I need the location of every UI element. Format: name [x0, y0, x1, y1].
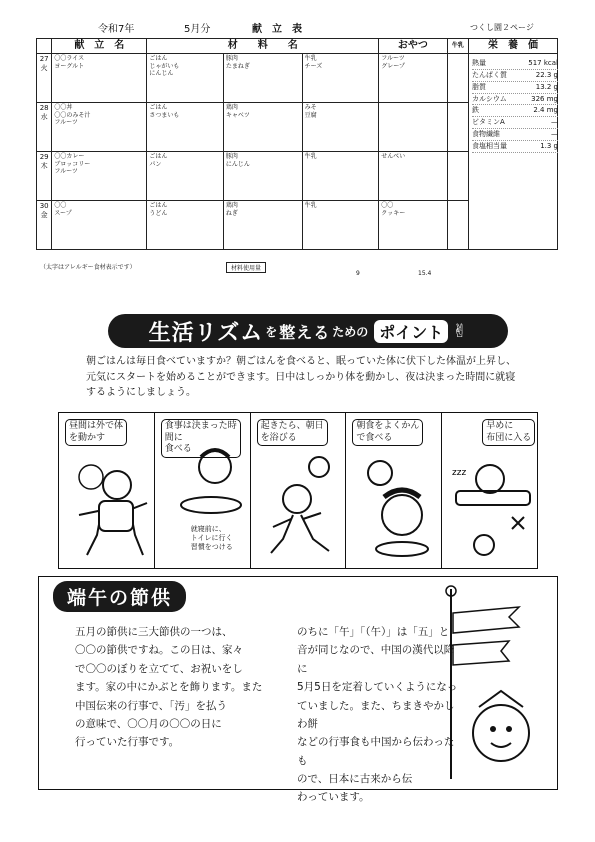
snack-cell: フルーツ グレープ: [381, 55, 405, 70]
season-text-col1: 五月の節供に三大節供の一つは、 〇〇の節供ですね。この日は、家々 で〇〇のぼりを立てて、お祝いをし ます。家の中にかぶとを飾ります。また 中国伝来の行事で、「汚」を払う の意味で、〇〇月の〇〇の日に 行っていた行事です。: [75, 626, 263, 749]
svg-text:zzz: zzz: [452, 468, 467, 478]
points-panels: [58, 412, 538, 569]
rhythm-banner: [108, 314, 508, 348]
point-caption: 昼間は外で体 を動かす: [65, 419, 127, 446]
col-nutrition: 栄 養 価: [469, 39, 558, 54]
nutrition-row: たんぱく質 22.3 g: [472, 70, 558, 82]
ingredient-cell: 牛乳: [304, 202, 317, 209]
banner-text: を: [265, 324, 278, 339]
ingredient-cell: みそ 豆腐: [304, 104, 317, 119]
ingredient-cell: 牛乳: [304, 153, 317, 160]
ingredient-cell: 牛乳 チーズ: [304, 55, 323, 70]
season-box: [38, 576, 558, 804]
date-cell: 28 水: [39, 104, 49, 121]
ingredient-cell: 鶏肉 キャベツ: [225, 104, 250, 119]
nutrition-row: 食塩相当量 1.3 g: [472, 141, 558, 153]
nutrition-row: 熱量 517 kcal: [472, 58, 558, 70]
child-sleeping-icon: [450, 451, 536, 561]
point-panel: [442, 413, 537, 568]
banner-text: 整える: [279, 322, 331, 342]
child-playing-icon: [69, 455, 149, 560]
ingredient-cell: 鶏肉 ねぎ: [225, 202, 238, 217]
menu-title: 献 立 表: [252, 24, 302, 35]
col-milk: 牛乳: [447, 39, 468, 54]
point-panel: [59, 413, 155, 568]
menu-cell: 〇〇ライス ヨーグルト: [54, 55, 85, 70]
banner-text: 生活リズム: [148, 320, 264, 346]
nutrition-row: 脂質 13.2 g: [472, 82, 558, 94]
nutrition-row: 食物繊維 —: [472, 129, 558, 141]
child-chewing-icon: [358, 453, 438, 563]
nutrition-row: カルシウム 326 mg: [472, 94, 558, 106]
point-panel: [346, 413, 442, 568]
snack-cell: せんべい: [381, 153, 406, 160]
menu-cell: 〇〇カレー ブロッコリー フルーツ: [54, 153, 91, 175]
ingredient-cell: 豚肉 にんじん: [225, 153, 250, 168]
intro-text: 朝ごはんは毎日食べていますか？朝ごはんを食べると、眠っていた体に伏下した体温が上昇し、元気にスタートを始めることができます。日中はしっかり体を動かし、夜は決まった時間に就寝するようにしましょう。: [86, 356, 516, 398]
thumbs-up-icon: ✌: [452, 320, 468, 342]
banner-text: ための: [332, 324, 369, 339]
date-cell: 30 金: [39, 202, 49, 219]
ingredient-cell: ごはん パン: [149, 153, 168, 168]
usage-value: 15.4: [418, 270, 432, 277]
nutrition-row: 鉄 2.4 mg: [472, 105, 558, 117]
col-snack: おやつ: [379, 39, 447, 54]
season-text-col2: のちに「午」「（午）」は「五」と 音が同じなので、中国の漢代以降に 5月5日を定着していくようになっ ていました。また、ちまきやかしわ餅 などの行事食も中国から伝わったも ので、日本に古来から伝 わっています。: [297, 626, 458, 804]
allergy-note: （太字はアレルギー食材表示です）: [40, 264, 136, 271]
points-badge: ポイント: [374, 320, 448, 343]
page-label: つくし園２ページ: [470, 23, 534, 32]
season-title: 端午の節供: [53, 581, 186, 612]
point-caption: 朝食をよくかん で食べる: [352, 419, 423, 446]
child-running-sun-icon: [263, 453, 343, 563]
usage-value: 9: [356, 270, 360, 277]
ingredient-cell: ごはん さつまいも: [149, 104, 180, 119]
header-era: 令和7年: [98, 24, 135, 35]
header-month: 5月分: [184, 24, 211, 35]
date-cell: 29 木: [39, 153, 49, 170]
menu-cell: 〇〇丼 〇〇のみそ汁 フルーツ: [54, 104, 91, 126]
menu-cell: 〇〇 スープ: [54, 202, 72, 217]
ingredient-cell: ごはん うどん: [149, 202, 168, 217]
point-caption: 食事は決まった時 間に 食べる: [161, 419, 241, 458]
ingredient-cell: 豚肉 たまねぎ: [225, 55, 250, 70]
col-menu-name: 献 立 名: [52, 39, 147, 54]
point-caption: 起きたら、朝日 を浴びる: [257, 419, 328, 446]
col-ingredients: 材 料 名: [147, 39, 379, 54]
point-panel: [155, 413, 251, 568]
usage-label: 材料使用量: [226, 262, 266, 273]
nutrition-row: ビタミンA —: [472, 117, 558, 129]
date-cell: 27 火: [39, 55, 49, 72]
child-eating-icon: [175, 443, 245, 523]
snack-cell: 〇〇 クッキー: [381, 202, 406, 217]
nutrition-panel: [472, 58, 558, 153]
point-note: 就寝前に、 トイレに行く 習慣をつける: [190, 525, 233, 552]
ingredient-cell: ごはん じゃがいも にんじん: [149, 55, 180, 77]
point-panel: [251, 413, 347, 568]
koinobori-icon: [439, 583, 551, 783]
point-caption: 早めに 布団に入る: [482, 419, 535, 446]
